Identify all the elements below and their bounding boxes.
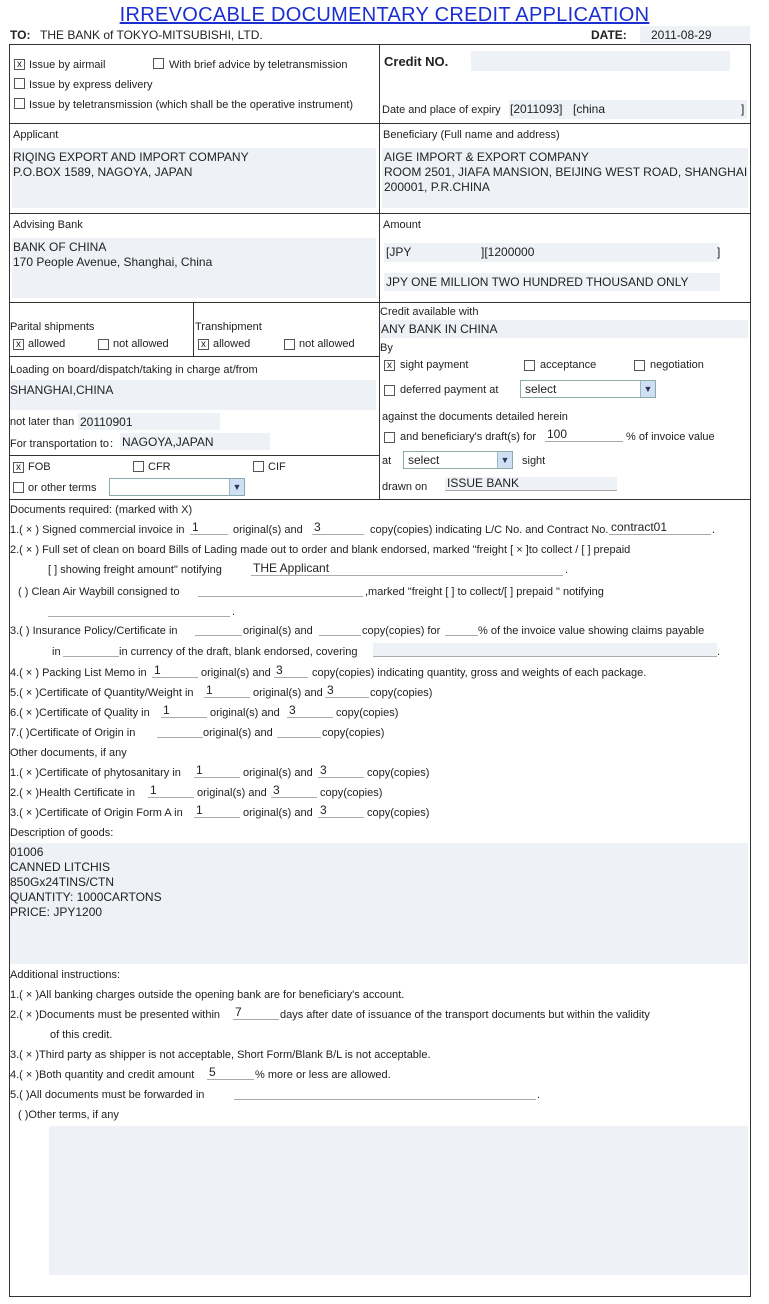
phyto-copies[interactable]: 3 [318, 764, 364, 778]
brief-advice-label: With brief advice by teletransmission [169, 59, 348, 71]
amount-value[interactable]: ][1200000 [481, 245, 535, 259]
credit-no-field[interactable] [471, 51, 730, 71]
presentation-days[interactable]: 7 [233, 1006, 279, 1020]
drafts-percent-field[interactable]: 100 [545, 428, 623, 442]
quality-copies[interactable]: 3 [287, 704, 333, 718]
loading-label: Loading on board/dispatch/taking in charge at/from [10, 364, 258, 376]
chevron-down-icon: ▼ [229, 479, 244, 495]
health-copies[interactable]: 3 [271, 784, 317, 798]
credit-available-value[interactable]: ANY BANK IN CHINA [381, 322, 498, 336]
cfr-checkbox[interactable] [133, 461, 144, 472]
transhipment-label: Transhipment [195, 321, 262, 333]
expiry-place-value[interactable]: [china [573, 102, 606, 116]
negotiation-checkbox[interactable] [634, 360, 645, 371]
not-later-value[interactable]: 20110901 [80, 415, 133, 429]
chevron-down-icon: ▼ [640, 381, 655, 397]
deferred-payment-checkbox[interactable] [384, 385, 395, 396]
loading-value[interactable]: SHANGHAI,CHINA [10, 383, 114, 397]
partial-shipments-label: Parital shipments [10, 321, 95, 333]
insurance-copies[interactable] [319, 622, 361, 636]
teletransmission-label: Issue by teletransmission (which shall be the operative instrument) [29, 99, 354, 111]
cif-checkbox[interactable] [253, 461, 264, 472]
beneficiary-text[interactable]: AIGE IMPORT & EXPORT COMPANY ROOM 2501, JIAFA MANSION, BEIJING WEST ROAD, SHANGHAI 200001, P.R.CHINA [384, 150, 748, 194]
quantity-copies[interactable]: 3 [325, 684, 369, 698]
date-value[interactable]: 2011-08-29 [651, 28, 712, 42]
drafts-checkbox[interactable] [384, 432, 395, 443]
amount-in-words[interactable]: JPY ONE MILLION TWO HUNDRED THOUSAND ONLY [386, 275, 689, 289]
credit-available-label: Credit available with [380, 306, 479, 318]
amount-currency[interactable]: [JPY [386, 245, 412, 259]
transport-value[interactable]: NAGOYA,JAPAN [122, 435, 214, 449]
goods-description[interactable]: 01006 CANNED LITCHIS 850Gx24TINS/CTN QUANTITY: 1000CARTONS PRICE: JPY1200 [10, 845, 162, 919]
insurance-percent[interactable] [445, 622, 478, 636]
contract-no-field[interactable]: contract01 [609, 521, 711, 535]
health-originals[interactable]: 1 [148, 784, 194, 798]
forwarded-in-field[interactable] [234, 1086, 536, 1100]
partial-not-allowed-checkbox[interactable] [98, 339, 109, 350]
packing-copies[interactable]: 3 [274, 664, 308, 678]
consigned-to-field[interactable] [198, 583, 363, 597]
applicant-text[interactable]: RIQING EXPORT AND IMPORT COMPANY P.O.BOX 1589, NAGOYA, JAPAN [13, 150, 249, 179]
form-a-originals[interactable]: 1 [194, 804, 240, 818]
teletransmission-checkbox[interactable] [14, 98, 25, 109]
expiry-label: Date and place of expiry [382, 104, 501, 116]
origin-copies[interactable] [277, 724, 321, 738]
claims-payable-in[interactable] [63, 643, 119, 657]
quality-originals[interactable]: 1 [161, 704, 207, 718]
expiry-date-value[interactable]: [2011093] [510, 102, 563, 116]
beneficiary-label: Beneficiary (Full name and address) [383, 129, 560, 141]
credit-no-label: Credit NO. [384, 54, 449, 69]
other-terms-textarea[interactable] [49, 1126, 748, 1275]
tolerance-percent[interactable]: 5 [207, 1066, 254, 1080]
drawn-on-field[interactable]: ISSUE BANK [445, 477, 617, 491]
partial-allowed-checkbox[interactable]: x [13, 339, 24, 350]
date-label: DATE: [591, 28, 627, 42]
origin-originals[interactable] [157, 724, 203, 738]
other-terms-checkbox[interactable] [13, 482, 24, 493]
to-label: TO: [10, 28, 31, 42]
covering-field[interactable] [373, 643, 717, 657]
to-value: THE BANK of TOKYO-MITSUBISHI, LTD. [40, 28, 263, 42]
phyto-originals[interactable]: 1 [194, 764, 240, 778]
fob-checkbox[interactable]: x [13, 462, 24, 473]
other-terms-select[interactable] [109, 478, 245, 496]
deferred-select[interactable]: select ▼ [520, 380, 656, 398]
packing-originals[interactable]: 1 [152, 664, 198, 678]
amount-label: Amount [383, 219, 421, 231]
not-later-label: not later than [10, 416, 75, 428]
invoice-copies[interactable]: 3 [312, 521, 364, 535]
page-title: IRREVOCABLE DOCUMENTARY CREDIT APPLICATION [119, 4, 650, 26]
chevron-down-icon: ▼ [497, 452, 512, 468]
sight-select[interactable]: select ▼ [403, 451, 513, 469]
notifying-field[interactable] [48, 603, 230, 617]
insurance-originals[interactable] [195, 622, 242, 636]
sight-payment-checkbox[interactable]: x [384, 360, 395, 371]
form-a-copies[interactable]: 3 [318, 804, 364, 818]
trans-allowed-checkbox[interactable]: x [198, 339, 209, 350]
notify-field[interactable]: THE Applicant [251, 562, 563, 576]
applicant-label: Applicant [13, 129, 59, 141]
express-label: Issue by express delivery [29, 79, 153, 91]
invoice-originals[interactable]: 1 [190, 521, 228, 535]
acceptance-checkbox[interactable] [524, 360, 535, 371]
quantity-originals[interactable]: 1 [204, 684, 250, 698]
advising-bank-text[interactable]: BANK OF CHINA 170 People Avenue, Shanghai, China [13, 240, 213, 269]
advising-bank-label: Advising Bank [13, 219, 83, 231]
transport-label: For transportation to： [10, 438, 121, 450]
express-checkbox[interactable] [14, 78, 25, 89]
airmail-label: Issue by airmail [29, 59, 106, 71]
brief-advice-checkbox[interactable] [153, 58, 164, 69]
airmail-checkbox[interactable]: x [14, 59, 25, 70]
trans-not-allowed-checkbox[interactable] [284, 339, 295, 350]
